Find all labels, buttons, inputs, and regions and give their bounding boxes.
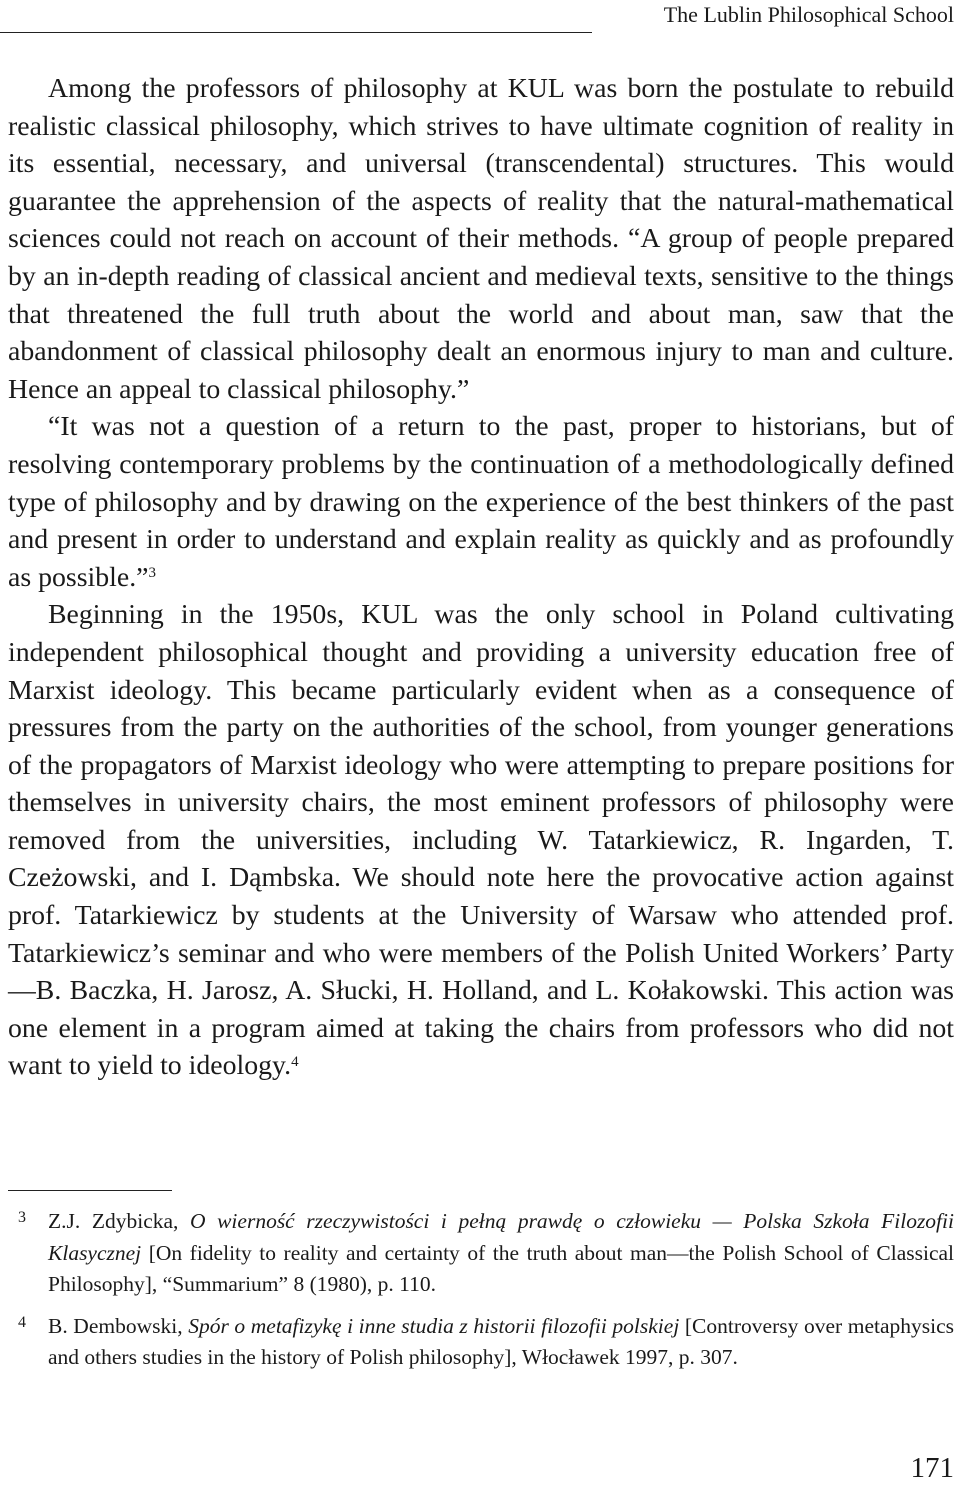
page-number: 171 bbox=[910, 1452, 954, 1484]
footnote-title: Spór o metafizykę i inne studia z historii filozofii polskiej bbox=[188, 1313, 680, 1338]
footnote-ref-3[interactable]: 3 bbox=[148, 565, 157, 582]
footnote-ref-4[interactable]: 4 bbox=[291, 1054, 299, 1071]
running-title: The Lublin Philosophical School bbox=[663, 2, 954, 27]
header-rule bbox=[0, 32, 592, 33]
footnote-number: 3 bbox=[18, 1209, 26, 1226]
footnote-number: 4 bbox=[18, 1313, 26, 1331]
paragraph-1 bbox=[8, 70, 954, 408]
footnote-details: [On fidelity to reality and certainty of the truth about man—the Polish School of Classical Philosophy], “Summarium” 8 (1980), p. 110. bbox=[48, 1240, 954, 1296]
footnote-rule bbox=[8, 1190, 172, 1191]
footnotes bbox=[8, 1206, 954, 1384]
paragraph-1-text: Among the professors of philosophy at KUL was born the postulate to rebuild realistic classical philosophy, which strives to have ultimate cognition of reality in its essential, necessary, and universal (transcendental) structures. This would guarantee the apprehension of the aspects of reality that the natural-mathematical sciences could not reach on account of their methods. “A group of people prepared by an in-depth reading of classical ancient and medieval texts, sensitive to the things that threatened the full truth about the world and about man, saw that the abandonment of classical philosophy dealt an enormous injury to man and culture. Hence an appeal to classical philosophy.” bbox=[8, 73, 954, 405]
footnote-4 bbox=[8, 1311, 954, 1374]
paragraph-2-text: “It was not a question of a return to the past, proper to historians, but of resolving contemporary problems by the continuation of a methodologically defined type of philosophy and by drawing on the experience of the best thinkers of the past and present in order to understand and explain reality as quickly and as profoundly as possible.” bbox=[8, 411, 954, 593]
paragraph-2 bbox=[8, 408, 954, 596]
paragraph-3-text: Beginning in the 1950s, KUL was the only school in Poland cultivating independent philosophical thought and providing a university education free of Marxist ideology. This became particularly evident when as a consequence of pressures from the party on the authorities of the school, from younger generations of the propagators of Marxist ideology who were attempting to prepare positions for themselves in university chairs, the most eminent professors of philosophy were removed from the universities, including W. Tatarkiewicz, R. Ingarden, T. Czeżowski, and I. Dąmbska. We should note here the provocative action against prof. Tatarkiewicz by students at the University of Warsaw who attended prof. Tatarkiewicz’s seminar and who were members of the Polish United Workers’ Party—B. Baczka, H. Jarosz, A. Słucki, H. Holland, and L. Kołakowski. This action was one element in a program aimed at taking the chairs from professors who did not want to yield to ideology. bbox=[8, 599, 954, 1082]
footnote-author: Z.J. Zdybicka, bbox=[48, 1209, 190, 1233]
footnote-details: [Controversy over metaphysics and others studies in the history of Polish philosophy], Włocławek 1997, p. 307. bbox=[48, 1313, 955, 1369]
footnote-3 bbox=[8, 1206, 954, 1301]
paragraph-3 bbox=[8, 596, 954, 1085]
main-text bbox=[8, 70, 954, 1085]
running-header bbox=[0, 0, 960, 38]
footnote-author: B. Dembowski, bbox=[48, 1313, 189, 1338]
footnote-title: O wierność rzeczywistości i pełną prawdę o człowieku — Polska Szkoła Filozofii Klasycznej bbox=[48, 1209, 954, 1265]
